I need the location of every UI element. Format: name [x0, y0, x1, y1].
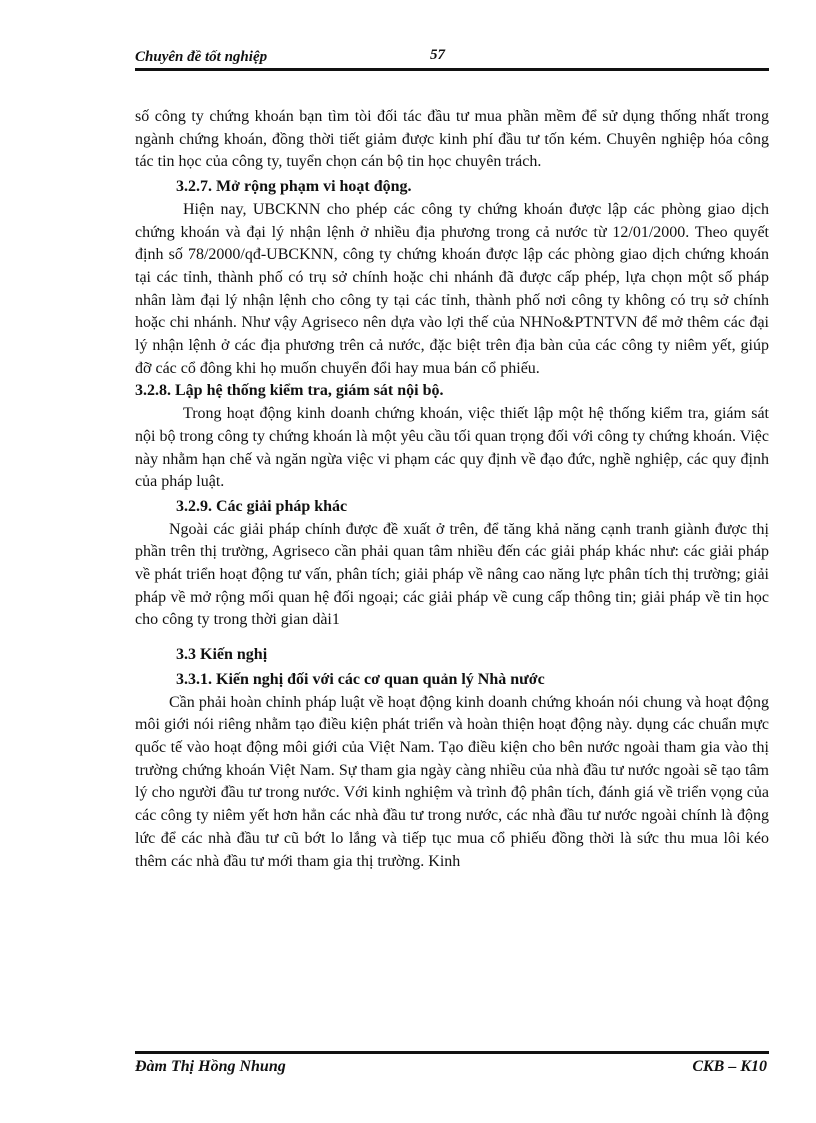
paragraph-recommendations: Cần phải hoàn chỉnh pháp luật về hoạt động kinh doanh chứng khoán nói chung và hoạt động môi giới nói riêng nhằm tạo điều kiện phát triển và hoàn thiện hoạt động này. dụng các chuẩn mực quốc tế vào hoạt động môi giới của Việt Nam. Tạo điều kiện cho bên nước ngoài tham gia vào thị trường chứng khoán Việt Nam. Sự tham gia ngày càng nhiều của nhà đầu tư nước ngoài sẽ tạo tâm lý cho người đầu tư trong nước. Với kinh nghiệm và trình độ phân tích, đánh giá về triển vọng của các công ty niêm yết hơn hẳn các nhà đầu tư trong nước, các nhà đầu tư nước ngoài chính là động lức để các nhà đầu tư cũ bớt lo lắng và tiếp tục mua cổ phiếu đồng thời là sức thu mua lôi kéo thêm các nhà đầu tư mới tham gia thị trường. Kinh — [135, 693, 769, 870]
page-content — [135, 106, 769, 873]
paragraph-internal-control: Trong hoạt động kinh doanh chứng khoán, việc thiết lập một hệ thống kiểm tra, giám sát nội bộ trong công ty chứng khoán là một yêu cầu tối quan trọng đối với công ty chứng khoán. Việc này nhằm hạn chế và ngăn ngừa việc vi phạm các quy định về đạo đức, nghề nghiệp, các quy định của pháp luật. — [135, 405, 769, 491]
header-rule — [135, 68, 769, 71]
page-footer — [135, 1058, 769, 1080]
heading-3-2-7: 3.2.7. Mở rộng phạm vi hoạt động. — [176, 178, 412, 196]
heading-3-3-1: 3.3.1. Kiến nghị đối với các cơ quan quản lý Nhà nước — [176, 670, 545, 688]
page-number: 57 — [430, 47, 445, 63]
class-code: CKB – K10 — [692, 1058, 767, 1075]
footer-rule — [135, 1051, 769, 1054]
heading-3-2-9: 3.2.9. Các giải pháp khác — [176, 497, 348, 515]
author-name: Đàm Thị Hồng Nhung — [135, 1058, 286, 1075]
paragraph-scope-expansion: Hiện nay, UBCKNN cho phép các công ty chứng khoán được lập các phòng giao dịch chứng khoán và đại lý nhận lệnh ở nhiều địa phương trong cả nước từ 12/01/2000. Theo quyết định số 78/2000/qđ-UBCKNN, công ty chứng khoán được lập các phòng giao dịch chứng khoán tại các tỉnh, thành phố có trụ sở chính hoặc chi nhánh đã được cấp phép, lựa chọn một số pháp nhân làm đại lý nhận lệnh cho công ty tại các tỉnh, thành phố nơi công ty không có trụ sở chính hoặc chi nhánh. Như vậy Agriseco nên dựa vào lợi thế của NHNo&PTNTVN để mở thêm các đại lý nhận lệnh ở các địa phương trên cả nước, đặc biệt trên địa bàn của các công ty niêm yết, giúp đỡ các cổ đông khi họ muốn chuyển đổi hay mua bán cổ phiếu. — [135, 200, 769, 377]
heading-3-3: 3.3 Kiến nghị — [176, 646, 268, 664]
document-title: Chuyên đề tốt nghiệp — [135, 49, 268, 65]
page-header — [135, 47, 769, 69]
paragraph-other-solutions: Ngoài các giải pháp chính được đề xuất ở trên, để tăng khả năng cạnh tranh giành được thị phần trên thị trường, Agriseco cần phải quan tâm nhiều đến các giải pháp khác như: các giải pháp về phát triển hoạt động tư vấn, phân tích; giải pháp về nâng cao năng lực phân tích thị trường; giải pháp về mở rộng mối quan hệ đối ngoại; các giải pháp về cung cấp thông tin; giải pháp về tin học cho công ty trong thời gian dài1 — [135, 520, 769, 629]
paragraph-continuation: số công ty chứng khoán bạn tìm tòi đối tác đầu tư mua phần mềm để sử dụng thống nhất trong ngành chứng khoán, đồng thời tiết giảm được kinh phí đầu tư tốn kém. Chuyên nghiệp hóa công tác tin học của công ty, tuyển chọn cán bộ tin học chuyên trách. — [135, 108, 769, 171]
heading-3-2-8: 3.2.8. Lập hệ thống kiểm tra, giám sát nội bộ. — [135, 382, 444, 400]
